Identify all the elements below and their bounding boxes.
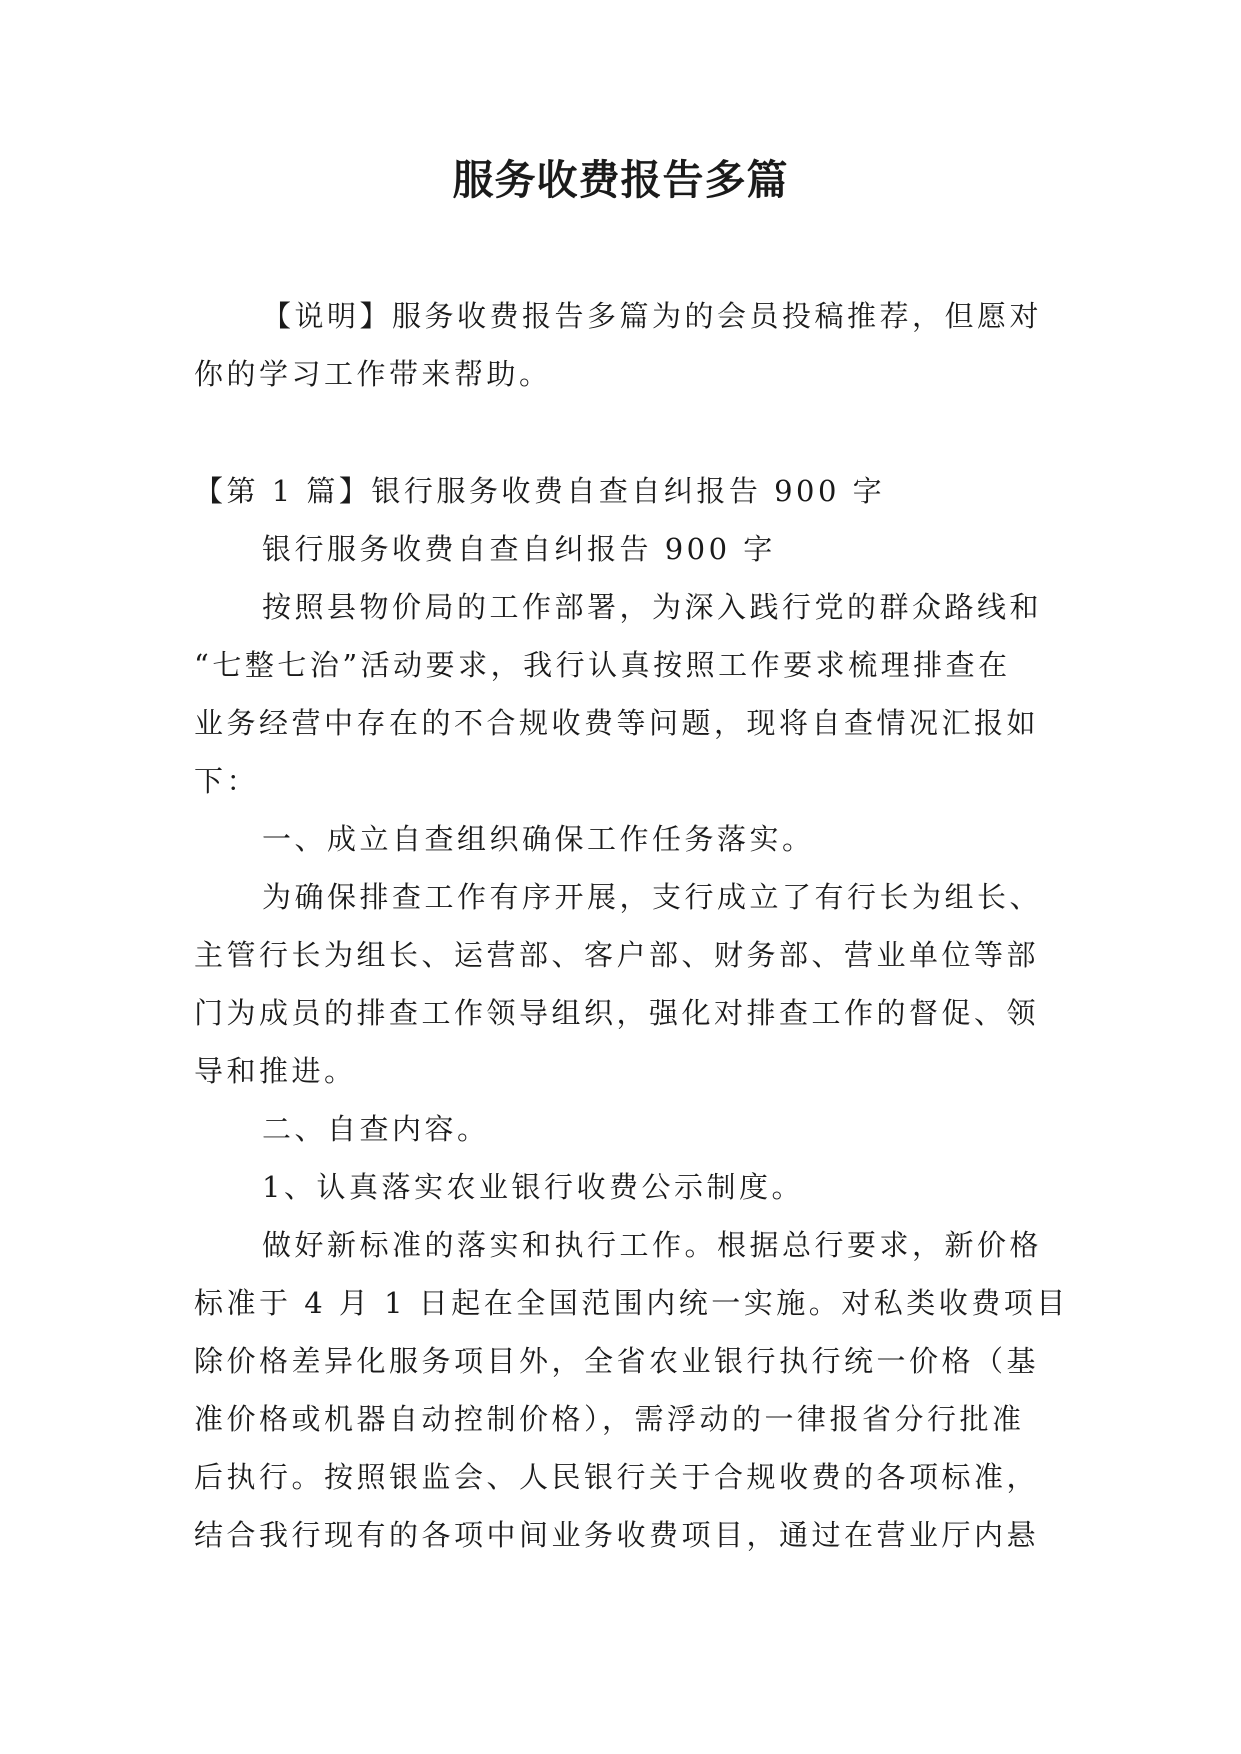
paragraph-line: 为确保排查工作有序开展，支行成立了有行长为组长、	[262, 880, 1043, 914]
paragraph-line: 后执行。按照银监会、人民银行关于合规收费的各项标准，	[194, 1460, 1040, 1494]
paragraph-line: 标准于 4 月 1 日起在全国范围内统一实施。对私类收费项目	[194, 1286, 1069, 1320]
intro-line-2: 你的学习工作带来帮助。	[194, 357, 552, 391]
paragraph-line: 导和推进。	[194, 1054, 357, 1088]
paragraph-line: 下：	[194, 764, 260, 798]
article-title: 银行服务收费自查自纠报告 900 字	[262, 532, 776, 566]
paragraph-line: 门为成员的排查工作领导组织，强化对排查工作的督促、领	[194, 996, 1040, 1030]
section-heading: 【第 1 篇】银行服务收费自查自纠报告 900 字	[194, 474, 886, 508]
paragraph-line: 准价格或机器自动控制价格），需浮动的一律报省分行批准	[194, 1402, 1025, 1436]
paragraph-line: “七整七治”活动要求，我行认真按照工作要求梳理排查在	[194, 648, 1011, 682]
subheading: 二、自查内容。	[262, 1112, 490, 1146]
subheading: 一、成立自查组织确保工作任务落实。	[262, 822, 815, 856]
paragraph-line: 除价格差异化服务项目外，全省农业银行执行统一价格（基	[194, 1344, 1040, 1378]
paragraph-line: 结合我行现有的各项中间业务收费项目，通过在营业厅内悬	[194, 1518, 1040, 1552]
document-title: 服务收费报告多篇	[452, 156, 789, 204]
paragraph-line: 业务经营中存在的不合规收费等问题，现将自查情况汇报如	[194, 706, 1040, 740]
paragraph-line: 主管行长为组长、运营部、客户部、财务部、营业单位等部	[194, 938, 1040, 972]
paragraph-line: 做好新标准的落实和执行工作。根据总行要求，新价格	[262, 1228, 1043, 1262]
intro-line-1: 【说明】服务收费报告多篇为的会员投稿推荐，但愿对	[262, 299, 1043, 333]
paragraph-line: 按照县物价局的工作部署，为深入践行党的群众路线和	[262, 590, 1043, 624]
subheading: 1、认真落实农业银行收费公示制度。	[262, 1170, 804, 1204]
